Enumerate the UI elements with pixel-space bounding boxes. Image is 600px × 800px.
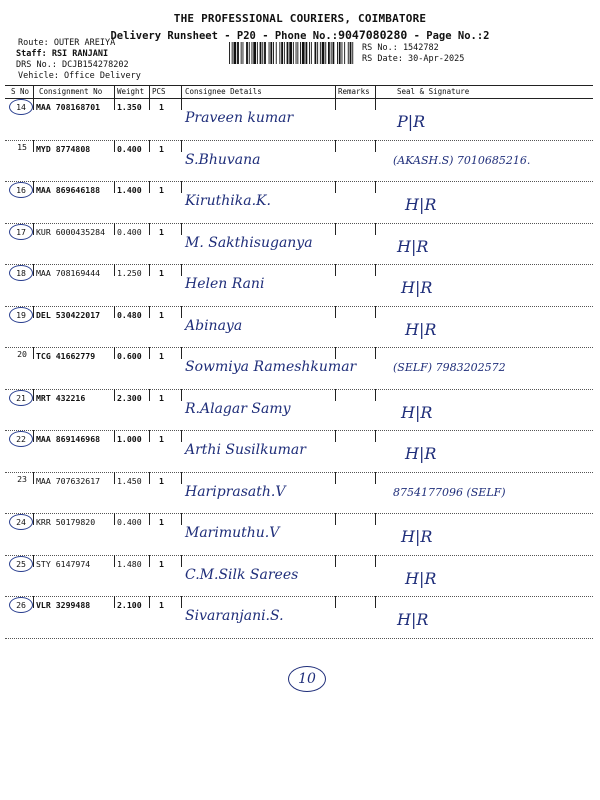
column-divider	[181, 181, 182, 193]
column-divider	[375, 513, 376, 525]
phone-number: 9047080280	[338, 28, 408, 42]
column-divider	[335, 596, 336, 608]
column-divider	[149, 596, 150, 608]
table-row	[5, 596, 593, 639]
column-divider	[114, 472, 115, 484]
barcode-bar	[262, 42, 263, 64]
column-divider	[33, 98, 34, 110]
row-weight: 2.300	[117, 392, 142, 403]
barcode-bar	[325, 42, 326, 64]
table-row	[5, 223, 593, 266]
column-divider	[33, 513, 34, 525]
column-divider	[33, 430, 34, 442]
row-consignment-number: KUR 6000435284	[36, 226, 106, 237]
row-pieces: 1	[159, 351, 164, 361]
column-divider	[114, 181, 115, 193]
drs-number: DRS No.: DCJB154278202	[16, 60, 129, 70]
page-total-circle: 10	[288, 666, 326, 692]
row-consignee-handwritten: Arthi Susilkumar	[185, 442, 306, 458]
row-pieces: 1	[159, 309, 164, 320]
row-weight: 0.600	[117, 351, 142, 361]
row-signature-handwritten: H|R	[405, 195, 437, 214]
column-divider	[375, 223, 376, 235]
column-divider	[335, 430, 336, 442]
row-pieces: 1	[159, 558, 164, 569]
column-divider	[181, 596, 182, 608]
column-divider	[335, 98, 336, 110]
column-divider	[335, 389, 336, 401]
column-divider	[33, 347, 34, 359]
barcode-bar	[342, 42, 343, 64]
row-consignee-handwritten: S.Bhuvana	[185, 151, 261, 168]
row-signature-handwritten: 8754177096 (SELF)	[393, 485, 506, 499]
row-serial-number: 15	[17, 141, 27, 152]
barcode-bar	[311, 42, 312, 64]
column-divider	[375, 181, 376, 193]
col-weight: Weight	[117, 87, 145, 96]
row-serial-number: 22	[9, 431, 33, 447]
row-consignee-handwritten: Abinaya	[185, 317, 243, 334]
barcode-bar	[350, 42, 352, 64]
barcode-bar	[252, 42, 253, 64]
barcode-bar	[293, 42, 294, 64]
table-row	[5, 389, 593, 432]
column-divider	[335, 513, 336, 525]
table-row	[5, 181, 593, 224]
row-pieces: 1	[159, 268, 164, 278]
column-divider	[335, 264, 336, 276]
barcode-bar	[243, 42, 244, 64]
route-label: Route: OUTER AREIYA	[18, 38, 116, 48]
row-pieces: 1	[159, 434, 164, 444]
barcode-bar	[322, 42, 325, 64]
column-divider	[375, 430, 376, 442]
barcode-bar	[352, 42, 353, 64]
barcode-bar	[320, 42, 321, 64]
row-weight: 1.450	[117, 475, 142, 486]
row-consignee-handwritten: Helen Rani	[185, 276, 265, 292]
barcode-bar	[339, 42, 341, 64]
delivery-table	[5, 85, 593, 635]
row-pieces: 1	[159, 517, 164, 527]
row-serial-number: 16	[9, 182, 33, 198]
column-divider	[33, 140, 34, 152]
row-signature-handwritten: (AKASH.S) 7010685216.	[393, 153, 531, 167]
column-divider	[375, 596, 376, 608]
column-divider	[375, 306, 376, 318]
column-divider	[335, 181, 336, 193]
table-row	[5, 140, 593, 183]
row-consignee-handwritten: C.M.Silk Sarees	[185, 566, 299, 583]
column-divider	[33, 472, 34, 484]
column-divider	[114, 264, 115, 276]
column-divider	[335, 347, 336, 359]
column-divider	[149, 223, 150, 235]
col-consignee: Consignee Details	[185, 87, 262, 96]
row-signature-handwritten: H|R	[397, 236, 429, 256]
row-consignee-handwritten: Hariprasath.V	[185, 483, 286, 500]
row-weight: 1.480	[117, 558, 142, 569]
column-divider	[181, 555, 182, 567]
barcode-bar	[333, 42, 335, 64]
row-signature-handwritten: H|R	[405, 319, 437, 339]
column-divider	[33, 306, 34, 318]
column-divider	[33, 264, 34, 276]
column-divider	[375, 264, 376, 276]
subtitle-left: Delivery Runsheet - P20 - Phone No.:	[110, 30, 339, 42]
column-divider	[149, 98, 150, 110]
barcode-bar	[273, 42, 274, 64]
column-divider	[375, 472, 376, 484]
row-signature-handwritten: H|R	[405, 444, 437, 463]
row-consignment-number: MRT 432216	[36, 392, 86, 403]
row-weight: 1.400	[117, 185, 142, 195]
barcode-bar	[237, 42, 239, 64]
row-weight: 1.000	[117, 434, 142, 444]
column-divider	[149, 140, 150, 152]
row-serial-number: 14	[9, 99, 33, 115]
column-divider	[149, 264, 150, 276]
column-divider	[335, 306, 336, 318]
column-divider	[114, 430, 115, 442]
barcode-bar	[337, 42, 338, 64]
barcode-bar	[331, 42, 332, 64]
column-divider	[114, 98, 115, 110]
barcode-bar	[276, 42, 277, 64]
table-header	[5, 85, 593, 99]
barcode-bar	[284, 42, 285, 64]
barcode-bar	[234, 42, 237, 64]
barcode-bar	[317, 42, 318, 64]
row-consignment-number: MAA 707632617	[36, 475, 101, 486]
table-row	[5, 513, 593, 556]
column-divider	[375, 140, 376, 152]
row-serial-number: 21	[9, 390, 33, 406]
row-weight: 0.400	[117, 143, 142, 154]
vehicle-label: Vehicle: Office Delivery	[18, 71, 141, 81]
barcode-bar	[232, 42, 233, 64]
column-divider	[181, 306, 182, 318]
row-pieces: 1	[159, 102, 164, 112]
barcode-bar	[309, 42, 310, 64]
column-divider	[181, 430, 182, 442]
row-pieces: 1	[159, 143, 164, 154]
row-serial-number: 26	[9, 597, 33, 613]
row-consignment-number: KRR 50179820	[36, 517, 96, 527]
column-divider	[181, 472, 182, 484]
barcode-bar	[241, 42, 242, 64]
rs-date: RS Date: 30-Apr-2025	[362, 54, 465, 64]
column-divider	[33, 555, 34, 567]
row-consignment-number: MAA 708168701	[36, 102, 101, 112]
row-consignment-number: MYD 8774808	[36, 143, 91, 154]
table-row	[5, 98, 593, 141]
row-consignment-number: MAA 708169444	[36, 268, 101, 278]
barcode-bar	[296, 42, 297, 64]
column-divider	[181, 223, 182, 235]
column-divider	[181, 513, 182, 525]
barcode-bar	[315, 42, 317, 64]
row-consignment-number: MAA 869146968	[36, 434, 101, 444]
barcode-bar	[344, 42, 345, 64]
barcode-bar	[297, 42, 298, 64]
col-seal: Seal & Signature	[397, 87, 470, 96]
row-weight: 2.100	[117, 600, 142, 610]
column-divider	[335, 140, 336, 152]
row-pieces: 1	[159, 600, 164, 610]
column-divider	[375, 555, 376, 567]
row-consignee-handwritten: Marimuthu.V	[185, 525, 280, 541]
column-divider	[181, 347, 182, 359]
page-number: - Page No.:2	[413, 30, 490, 42]
row-weight: 0.400	[117, 517, 142, 527]
table-row	[5, 472, 593, 515]
barcode-bar	[229, 42, 230, 64]
barcode-bar	[281, 42, 283, 64]
row-signature-handwritten: H|R	[401, 527, 433, 546]
col-sno: S No	[11, 87, 30, 96]
barcode-bar	[287, 42, 289, 64]
column-divider	[149, 513, 150, 525]
barcode-bar	[264, 42, 266, 64]
rs-number: RS No.: 1542782	[362, 43, 439, 53]
row-consignee-handwritten: M. Sakthisuganya	[185, 234, 313, 251]
row-serial-number: 24	[9, 514, 33, 530]
row-consignee-handwritten: R.Alagar Samy	[185, 400, 291, 417]
column-divider	[33, 223, 34, 235]
column-divider	[149, 430, 150, 442]
barcode-bar	[260, 42, 262, 64]
row-consignment-number: DEL 530422017	[36, 309, 101, 320]
row-consignment-number: TCG 41662779	[36, 351, 96, 361]
column-divider	[114, 389, 115, 401]
table-row	[5, 555, 593, 598]
row-serial-number: 18	[9, 265, 33, 281]
column-divider	[181, 264, 182, 276]
row-pieces: 1	[159, 185, 164, 195]
row-signature-handwritten: H|R	[405, 568, 437, 588]
row-weight: 1.250	[117, 268, 142, 278]
column-divider	[114, 513, 115, 525]
barcode-bar	[328, 42, 330, 64]
column-divider	[335, 472, 336, 484]
column-divider	[114, 347, 115, 359]
row-pieces: 1	[159, 392, 164, 403]
row-consignment-number: MAA 869646188	[36, 185, 101, 195]
barcode-bar	[269, 42, 270, 64]
row-signature-handwritten: (SELF) 7983202572	[393, 361, 506, 374]
row-pieces: 1	[159, 226, 164, 237]
column-divider	[181, 98, 182, 110]
column-divider	[149, 472, 150, 484]
column-divider	[33, 389, 34, 401]
column-divider	[33, 596, 34, 608]
row-signature-handwritten: H|R	[401, 402, 433, 422]
column-divider	[335, 555, 336, 567]
col-remarks: Remarks	[338, 87, 370, 96]
row-serial-number: 19	[9, 307, 33, 323]
column-divider	[33, 181, 34, 193]
barcode-bar	[289, 42, 292, 64]
row-consignee-handwritten: Sivaranjani.S.	[185, 608, 284, 624]
barcode-bar	[270, 42, 272, 64]
column-divider	[114, 140, 115, 152]
barcode-bar	[279, 42, 280, 64]
row-consignee-handwritten: Sowmiya Rameshkumar	[185, 359, 357, 375]
row-serial-number: 23	[17, 473, 27, 484]
row-consignment-number: VLR 3299488	[36, 600, 91, 610]
col-consignment: Consignment No	[39, 87, 103, 96]
barcode-bar	[348, 42, 349, 64]
column-divider	[335, 223, 336, 235]
barcode-bar	[300, 42, 301, 64]
staff-label: Staff: RSI RANJANI	[16, 49, 109, 59]
column-divider	[149, 555, 150, 567]
row-weight: 0.480	[117, 309, 142, 320]
row-signature-handwritten: P|R	[397, 112, 426, 131]
barcode-bar	[249, 42, 250, 64]
row-signature-handwritten: H|R	[397, 610, 429, 629]
column-divider	[181, 140, 182, 152]
column-divider	[181, 389, 182, 401]
barcode	[229, 42, 355, 64]
column-divider	[375, 98, 376, 110]
table-row	[5, 347, 593, 390]
row-weight: 0.400	[117, 226, 142, 237]
barcode-bar	[306, 42, 308, 64]
row-serial-number: 25	[9, 556, 33, 572]
table-row	[5, 430, 593, 473]
column-divider	[375, 389, 376, 401]
row-consignee-handwritten: Kiruthika.K.	[185, 193, 271, 209]
barcode-bar	[257, 42, 258, 64]
barcode-bar	[253, 42, 256, 64]
row-consignment-number: STY 6147974	[36, 558, 91, 569]
row-weight: 1.350	[117, 102, 142, 112]
column-divider	[149, 347, 150, 359]
barcode-bar	[302, 42, 305, 64]
barcode-bar	[246, 42, 248, 64]
column-divider	[114, 306, 115, 318]
row-signature-handwritten: H|R	[401, 278, 433, 297]
column-divider	[114, 223, 115, 235]
column-divider	[114, 596, 115, 608]
column-divider	[149, 306, 150, 318]
company-title: THE PROFESSIONAL COURIERS, COIMBATORE	[173, 12, 427, 25]
column-divider	[375, 347, 376, 359]
table-row	[5, 306, 593, 349]
column-divider	[149, 181, 150, 193]
column-divider	[114, 555, 115, 567]
table-row	[5, 264, 593, 307]
column-divider	[149, 389, 150, 401]
row-serial-number: 17	[9, 224, 33, 240]
row-consignee-handwritten: Praveen kumar	[185, 110, 294, 126]
row-pieces: 1	[159, 475, 164, 486]
row-serial-number: 20	[17, 349, 27, 359]
col-pcs: PCS	[152, 87, 166, 96]
